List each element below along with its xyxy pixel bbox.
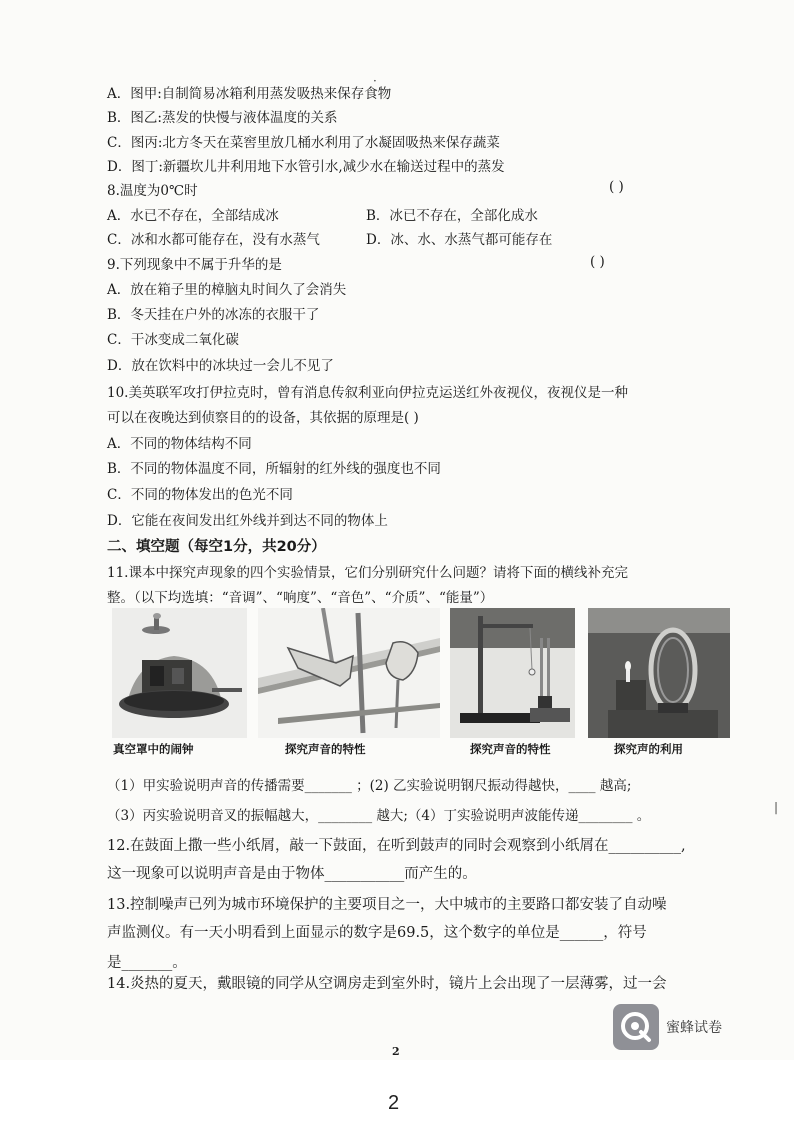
photo-ruler-experiment <box>258 608 440 738</box>
q8-option-a: A．水已不存在，全部结成冰 <box>107 208 279 224</box>
caption-sound-properties-1: 探究声音的特性 <box>285 742 366 756</box>
watermark-text: 蜜蜂试卷 <box>666 1020 722 1036</box>
q9-option-b: B．冬天挂在户外的冰冻的衣服干了 <box>107 307 320 323</box>
q9-option-a: A．放在箱子里的樟脑丸时间久了会消失 <box>107 282 347 298</box>
q9-option-c: C．干冰变成二氧化碳 <box>107 332 239 348</box>
q8-answer-paren: ( ) <box>609 179 624 195</box>
q9-stem: 9.下列现象中不属于升华的是 <box>107 257 282 273</box>
q10-option-b: B．不同的物体温度不同，所辐射的红外线的强度也不同 <box>107 461 441 477</box>
caption-sound-use: 探究声的利用 <box>614 742 683 756</box>
q13-line1: 13.控制噪声已列为城市环境保护的主要项目之一，大中城市的主要路口都安装了自动噪 <box>107 897 667 913</box>
speck-mark: | <box>774 800 779 814</box>
q11-answer-line1: （1）甲实验说明声音的传播需要_______ ；(2) 乙实验说明钢尺振动得越快，____ 越高; <box>107 778 632 794</box>
q11-answer-line2: （3）丙实验说明音叉的振幅越大，________ 越大;（4）丁实验说明声波能传递________ 。 <box>107 808 651 824</box>
caption-sound-properties-2: 探究声音的特性 <box>470 742 551 756</box>
q13-line2: 声监测仪。有一天小明看到上面显示的数字是69.5，这个数字的单位是______，符号 <box>107 925 647 941</box>
photo-tuning-fork <box>450 608 575 738</box>
q10-stem-line2: 可以在夜晚达到侦察目的的设备，其依据的原理是( ) <box>107 410 419 426</box>
q8-option-d: D．冰、水、水蒸气都可能存在 <box>366 232 553 248</box>
page-number: 2 <box>392 1045 400 1058</box>
caption-vacuum-bell: 真空罩中的闹钟 <box>113 742 194 756</box>
photo-vacuum-bell <box>112 608 247 738</box>
q13-line3: 是_______。 <box>107 955 187 971</box>
option-prev-c: C．图丙:北方冬天在菜窖里放几桶水利用了水凝固吸热来保存蔬菜 <box>107 135 500 151</box>
q10-option-c: C．不同的物体发出的色光不同 <box>107 487 293 503</box>
q10-stem-line1: 10.美英联军攻打伊拉克时，曾有消息传叙利亚向伊拉克运送红外夜视仪，夜视仪是一种 <box>107 385 628 401</box>
q12-line1: 12.在鼓面上撒一些小纸屑，敲一下鼓面，在听到鼓声的同时会观察到小纸屑在__________, <box>107 838 686 854</box>
speck-mark: · <box>373 74 377 88</box>
q9-answer-paren: ( ) <box>590 254 605 270</box>
q11-stem-line2: 整。（以下均选填：“音调”、“响度”、“音色”、“介质”、“能量”） <box>107 590 494 606</box>
q14-line1: 14.炎热的夏天，戴眼镜的同学从空调房走到室外时，镜片上会出现了一层薄雾，过一会 <box>107 976 667 992</box>
photo-sound-energy <box>588 608 730 738</box>
q8-option-c: C．冰和水都可能存在，没有水蒸气 <box>107 232 320 248</box>
q9-option-d: D．放在饮料中的冰块过一会儿不见了 <box>107 358 334 374</box>
q11-stem-line1: 11.课本中探究声现象的四个实验情景，它们分别研究什么问题？请将下面的横线补充完 <box>107 565 628 581</box>
footer-page-number: 2 <box>388 1092 400 1114</box>
q12-line2: 这一现象可以说明声音是由于物体___________而产生的。 <box>107 866 477 882</box>
q8-option-b: B．冰已不存在，全部化成水 <box>366 208 538 224</box>
q10-option-d: D．它能在夜间发出红外线并到达不同的物体上 <box>107 513 388 529</box>
section-heading-fill-in: 二、填空题（每空1分，共20分） <box>107 539 326 555</box>
q10-option-a: A．不同的物体结构不同 <box>107 436 252 452</box>
option-prev-a: A．图甲:自制简易冰箱利用蒸发吸热来保存食物 <box>107 86 392 102</box>
option-prev-b: B．图乙:蒸发的快慢与液体温度的关系 <box>107 110 338 126</box>
q8-stem: 8.温度为0℃时 <box>107 183 198 199</box>
bee-logo-icon <box>613 1004 659 1050</box>
option-prev-d: D．图丁:新疆坎儿井利用地下水管引水,减少水在输送过程中的蒸发 <box>107 159 505 175</box>
